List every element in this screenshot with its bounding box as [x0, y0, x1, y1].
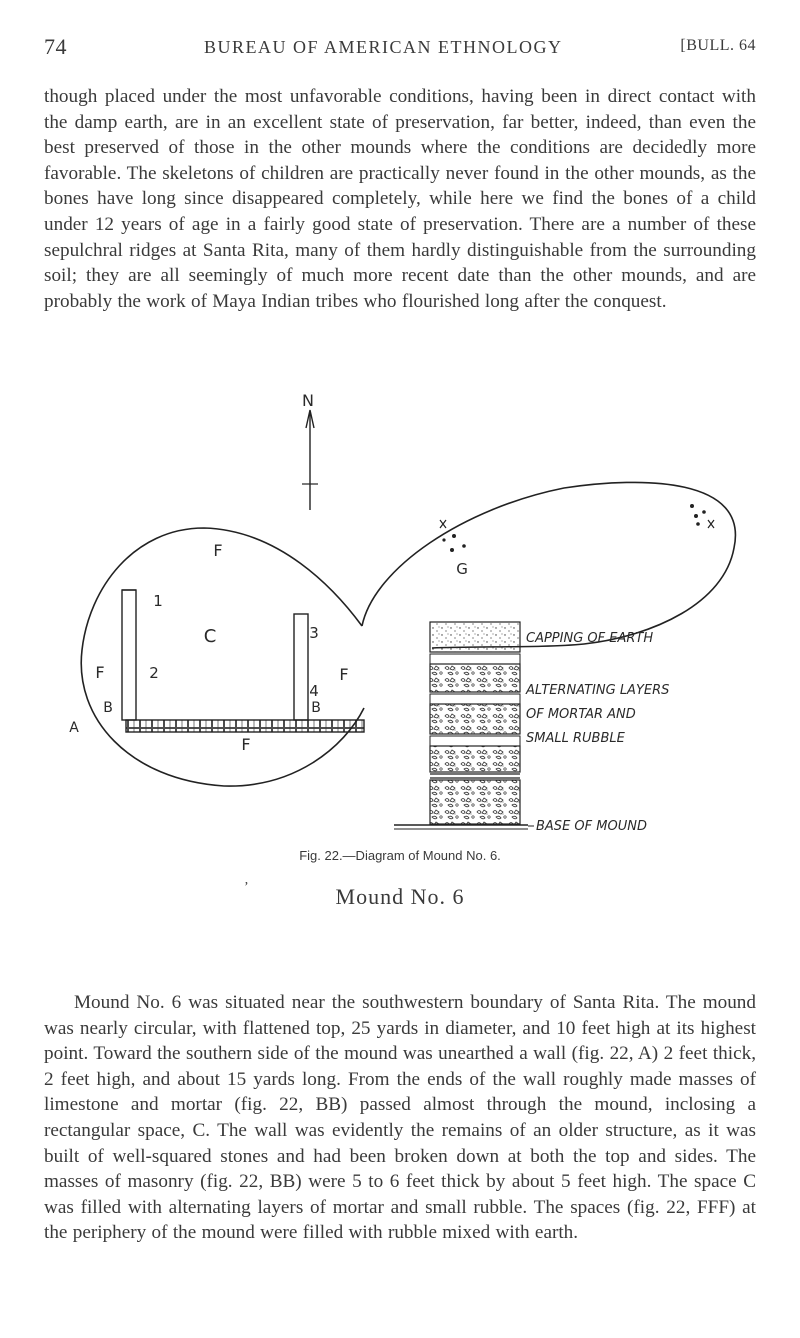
- north-label: N: [302, 391, 314, 410]
- label-layers-1: ALTERNATING LAYERS: [526, 683, 670, 698]
- label-base: BASE OF MOUND: [536, 819, 647, 834]
- journal-title: BUREAU OF AMERICAN ETHNOLOGY: [204, 37, 563, 57]
- figure-caption: Fig. 22.—Diagram of Mound No. 6.: [299, 848, 501, 863]
- label-B-left: B: [103, 700, 113, 716]
- burial-dots: [440, 504, 714, 552]
- label-layers-3: SMALL RUBBLE: [526, 731, 625, 746]
- label-F-left: F: [95, 663, 105, 682]
- page-number: 74: [44, 34, 67, 59]
- label-1: 1: [153, 592, 163, 610]
- label-layers-2: OF MORTAR AND: [526, 707, 636, 722]
- label-3: 3: [309, 624, 319, 642]
- label-F-top: F: [213, 541, 223, 560]
- paragraph-mound-6: Mound No. 6 was situated near the southwestern boundary of Santa Rita. The mound was nearly circular, with flattened top, 25 yards in diameter, and 10 feet high at its highest point. Toward the southern side of the mound was unearthed a wall (fig. 22, A) 2 feet thick, 2 feet high, and about 15 yards long. From the ends of the wall roughly made masses of limestone and mortar (fig. 22, BB) passed almost through the mound, inclosing a rectangular space, C. The wall was evidently the remains of an older structure, as it was built of well-squared stones and had been broken down at both the top and sides. The masses of masonry (fig. 22, BB) were 5 to 6 feet thick by about 5 feet high. The space C was filled with alternating layers of mortar and small rubble. The spaces (fig. 22, FFF) at the periphery of the mound were filled with rubble mixed with earth.: [44, 992, 756, 1244]
- mound-structures: [122, 590, 364, 732]
- mound-outline: [81, 528, 364, 786]
- label-F-right: F: [339, 665, 349, 684]
- mound-upper-lobe: [362, 482, 735, 648]
- section-labels: [525, 631, 669, 834]
- north-arrow: [302, 391, 318, 510]
- label-C: C: [203, 626, 217, 647]
- label-B-right: B: [311, 700, 321, 716]
- section-heading: [44, 880, 756, 910]
- label-4: 4: [309, 682, 319, 700]
- paragraph-continued: though placed under the most unfavorable conditions, having been in direct contact with the damp earth, are in an excellent state of preservation, far better, indeed, than even the best preserved of those in the other mounds where the conditions are decidedly more favorable. The skeletons of children are practically never found in the other mounds, as the bones have long since disappeared completely, while here we find the bones of a child under 12 years of age in a fairly good state of preservation. There are a number of these sepulchral ridges at Santa Rita, many of them hardly distinguishable from the surrounding soil; they are all seemingly of much more recent date than the other mounds, and are probably the work of Maya Indian tribes who flourished long after the conquest.: [44, 86, 756, 312]
- mound-diagram-figure: [44, 388, 756, 848]
- bulletin-number: [BULL. 64: [680, 37, 756, 54]
- label-F-bottom: F: [241, 735, 251, 754]
- wall-A: [126, 720, 364, 732]
- label-capping: CAPPING OF EARTH: [526, 631, 654, 646]
- label-A: A: [69, 720, 79, 736]
- label-G: G: [456, 560, 468, 578]
- mound-diagram: [44, 388, 756, 848]
- section-title: Mound No. 6: [335, 884, 465, 909]
- label-2: 2: [149, 664, 159, 682]
- stray-mark: ʼ: [244, 880, 250, 895]
- cross-section: [394, 622, 528, 829]
- running-head: [44, 34, 756, 64]
